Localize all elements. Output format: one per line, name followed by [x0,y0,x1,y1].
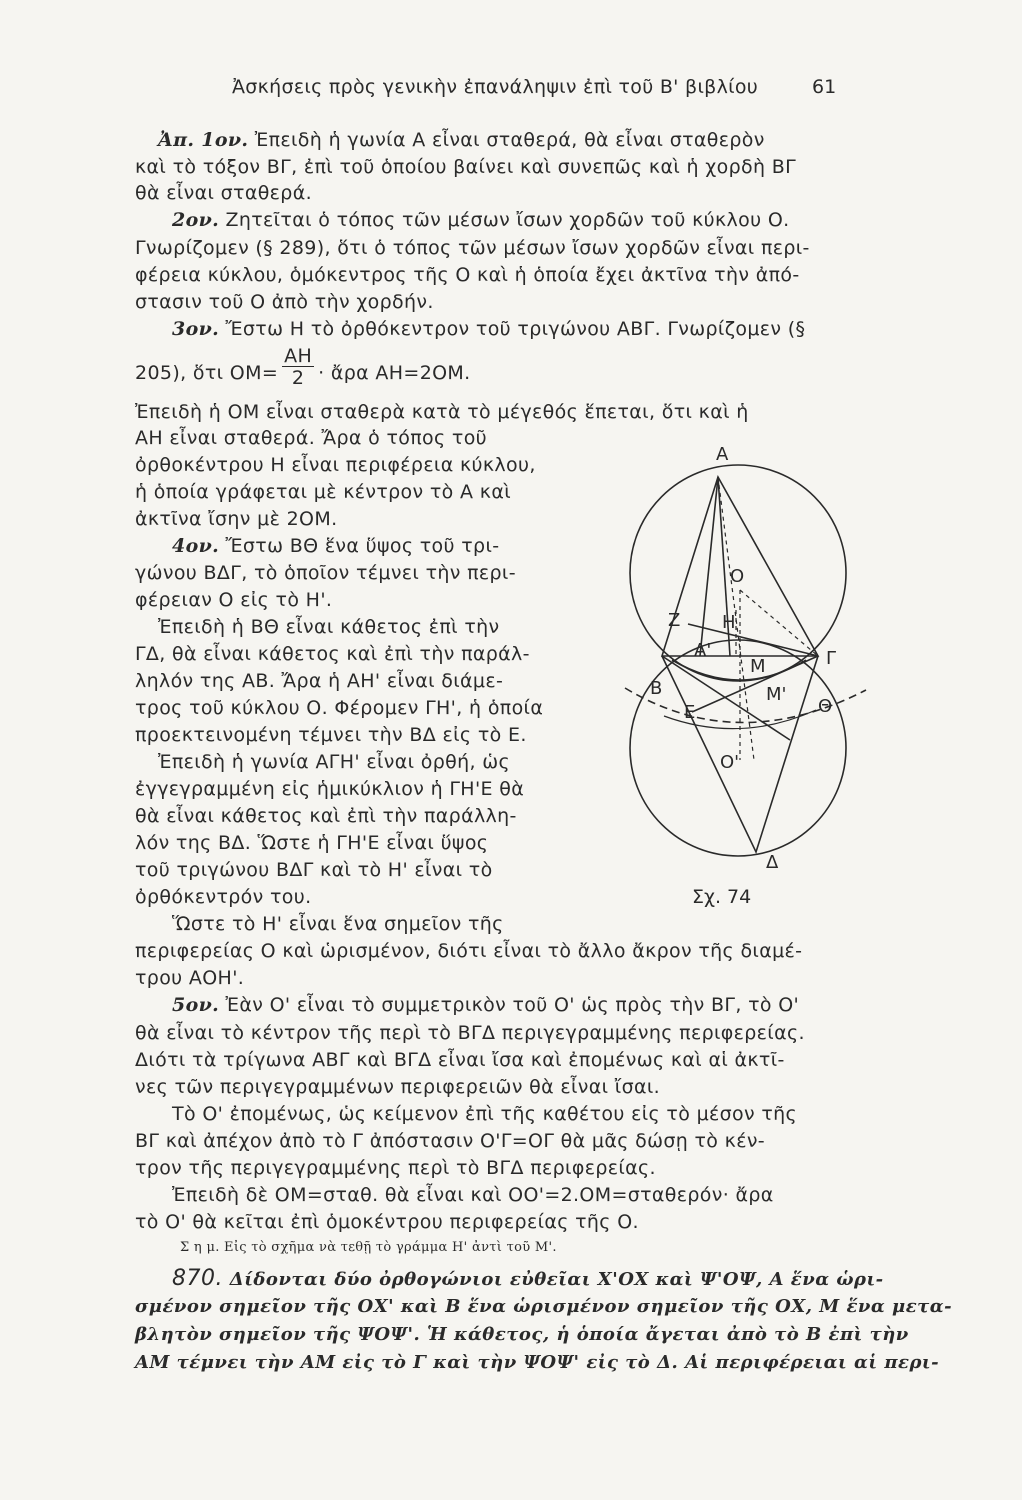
note-line: Σ η μ. Εἰς τὸ σχῆμα νὰ τεθῇ τὸ γράμμα Η' ἀντὶ τοῦ Μ'. [180,1240,557,1255]
text-line: γώνου ΒΔΓ, τὸ ὁποῖον τέμνει τὴν περι- [135,562,516,584]
label-g: Γ [826,648,837,669]
exercise-line: ΑΜ τέμνει τὴν ΑΜ εἰς τὸ Γ καὶ τὴν ΨΟΨ' εἰς τὸ Δ. Αἱ περιφέρειαι αἱ περι- [135,1352,940,1373]
text-line: καὶ τὸ τόξον ΒΓ, ἐπὶ τοῦ ὁποίου βαίνει καὶ συνεπῶς καὶ ἡ χορδὴ ΒΓ [135,156,797,178]
text-line: 4ον. Ἔστω ΒΘ ἕνα ὕψος τοῦ τρι- [172,535,500,557]
text-line: Ἐπειδὴ ἡ γωνία ΑΓΗ' εἶναι ὀρθή, ὡς [158,751,511,773]
text-line: προεκτεινομένη τέμνει τὴν ΒΔ εἰς τὸ Ε. [135,724,527,746]
text-line: ἀκτῖνα ἴσην μὲ 2ΟΜ. [135,508,338,530]
text-line: φέρειαν Ο εἰς τὸ Η'. [135,589,333,611]
text-line: ληλόν της ΑΒ. Ἄρα ἡ ΑΗ' εἶναι διάμε- [135,670,504,692]
text-line: ὀρθοκέντρου Η εἶναι περιφέρεια κύκλου, [135,454,536,476]
exercise-line: βλητὸν σημεῖον τῆς ΨΟΨ'. Ἡ κάθετος, ἡ ὁποία ἄγεται ἀπὸ τὸ Β ἐπὶ τὴν [135,1324,909,1345]
text-line: Γνωρίζομεν (§ 289), ὅτι ὁ τόπος τῶν μέσων ἴσων χορδῶν εἶναι περι- [135,237,810,259]
text-line: 3ον. Ἔστω Η τὸ ὀρθόκεντρον τοῦ τριγώνου ΑΒΓ. Γνωρίζομεν (§ [172,318,806,340]
text-line: Ἀπ. 1ον. Ἐπειδὴ ἡ γωνία Α εἶναι σταθερά, θὰ εἶναι σταθερὸν [158,129,765,151]
exercise-number: 870. [172,1266,223,1291]
text-line: θὰ εἶναι τὸ κέντρον τῆς περὶ τὸ ΒΓΔ περιγεγραμμένης περιφερείας. [135,1022,805,1044]
text-line: θὰ εἶναι σταθερά. [135,182,312,204]
text-line: Ἐπειδὴ ἡ ΟΜ εἶναι σταθερὰ κατὰ τὸ μέγεθός ἕπεται, ὅτι καὶ ἡ [135,401,749,423]
text-line: ΓΔ, θὰ εἶναι κάθετος καὶ ἐπὶ τὴν παράλ- [135,643,530,665]
text-line: θὰ εἶναι κάθετος καὶ ἐπὶ τὴν παράλλη- [135,805,517,827]
figure-caption: Σχ. 74 [692,886,752,908]
label-a-prime: Α' [694,640,712,661]
label-m-prime: Μ' [766,684,787,705]
text-line: τοῦ τριγώνου ΒΔΓ καὶ τὸ Η' εἶναι τὸ [135,859,493,881]
part-label: Ἀπ. 1ον. [158,129,249,151]
part-label: 3ον. [172,318,220,340]
label-b: Β [650,678,663,699]
text-line: Ὥστε τὸ Η' εἶναι ἕνα σημεῖον τῆς [172,913,504,935]
text-line: περιφερείας Ο καὶ ὡρισμένον, διότι εἶναι τὸ ἄλλο ἄκρον τῆς διαμέ- [135,940,803,962]
text-line: Διότι τὰ τρίγωνα ΑΒΓ καὶ ΒΓΔ εἶναι ἴσα καὶ ἐπομένως καὶ αἱ ἀκτῖ- [135,1049,785,1071]
text-line: φέρεια κύκλου, ὁμόκεντρος τῆς Ο καὶ ἡ ὁποία ἔχει ἀκτῖνα τὴν ἀπό- [135,264,800,286]
label-h: Η [722,612,736,633]
text-line: τρον τῆς περιγεγραμμένης περὶ τὸ ΒΓΔ περιφερείας. [135,1157,656,1179]
exercise-line: σμένον σημεῖον τῆς ΟΧ' καὶ Β ἕνα ὡρισμένον σημεῖον τῆς ΟΧ, Μ ἕνα μετα- [135,1296,953,1317]
text-line: τὸ Ο' θὰ κεῖται ἐπὶ ὁμοκέντρου περιφερείας τῆς Ο. [135,1211,639,1233]
label-o: Ο [730,566,745,587]
label-m: Μ [750,656,766,677]
text-line: ὀρθόκεντρόν του. [135,886,312,908]
text-line: ἡ ὁποία γράφεται μὲ κέντρον τὸ Α καὶ [135,481,511,503]
part-label: 2ον. [172,209,220,231]
label-th: Θ [818,696,833,717]
text-line: τρος τοῦ κύκλου Ο. Φέρομεν ΓΗ', ἡ ὁποία [135,697,544,719]
text-line: τρου ΑΟΗ'. [135,967,245,989]
text-line: 5ον. Ἐὰν Ο' εἶναι τὸ συμμετρικὸν τοῦ Ο' ὡς πρὸς τὴν ΒΓ, τὸ Ο' [172,994,800,1016]
label-z: Ζ [668,610,681,631]
page-number: 61 [812,76,837,98]
label-e: Ε [684,702,696,723]
text-line: ΑΗ εἶναι σταθερά. Ἄρα ὁ τόπος τοῦ [135,427,488,449]
text-line: στασιν τοῦ Ο ἀπὸ τὴν χορδήν. [135,291,434,313]
text-line: 2ον. Ζητεῖται ὁ τόπος τῶν μέσων ἴσων χορδῶν τοῦ κύκλου Ο. [172,209,790,231]
fraction: $\frac{AH}{2}$ [284,345,313,389]
text-line: Ἐπειδὴ δὲ ΟΜ=σταθ. θὰ εἶναι καὶ ΟΟ'=2.ΟΜ=σταθερόν· ἄρα [172,1184,774,1206]
text-line: νες τῶν περιγεγραμμένων περιφερειῶν θὰ εἶναι ἴσαι. [135,1076,661,1098]
text-line: ἐγγεγραμμένη εἰς ἡμικύκλιον ἡ ΓΗ'Ε θὰ [135,778,525,800]
text-line: Τὸ Ο' ἐπομένως, ὡς κείμενον ἐπὶ τῆς καθέτου εἰς τὸ μέσον τῆς [172,1103,798,1125]
label-a: Α [716,444,729,465]
label-o-prime: Ο' [720,752,740,773]
running-title: Ἀσκήσεις πρὸς γενικὴν ἐπανάληψιν ἐπὶ τοῦ Β' βιβλίου [232,76,759,98]
text-line: Ἐπειδὴ ἡ ΒΘ εἶναι κάθετος ἐπὶ τὴν [158,616,500,638]
part-label: 4ον. [172,535,220,557]
exercise-line: 870. Δίδονται δύο ὀρθογώνιοι εὐθεῖαι Χ'ΟΧ καὶ Ψ'ΟΨ, Α ἕνα ὡρι- [172,1266,884,1291]
text-line: 205), ὅτι ΟΜ= $\frac{AH}{2}$ · ἄρα ΑΗ=2ΟΜ. [135,345,471,389]
label-d: Δ [766,852,779,873]
text-line: λόν της ΒΔ. Ὥστε ἡ ΓΗ'Ε εἶναι ὕψος [135,832,489,854]
part-label: 5ον. [172,994,220,1016]
text-line: ΒΓ καὶ ἀπέχον ἀπὸ τὸ Γ ἀπόστασιν Ο'Γ=ΟΓ θὰ μᾶς δώσῃ τὸ κέν- [135,1130,766,1152]
